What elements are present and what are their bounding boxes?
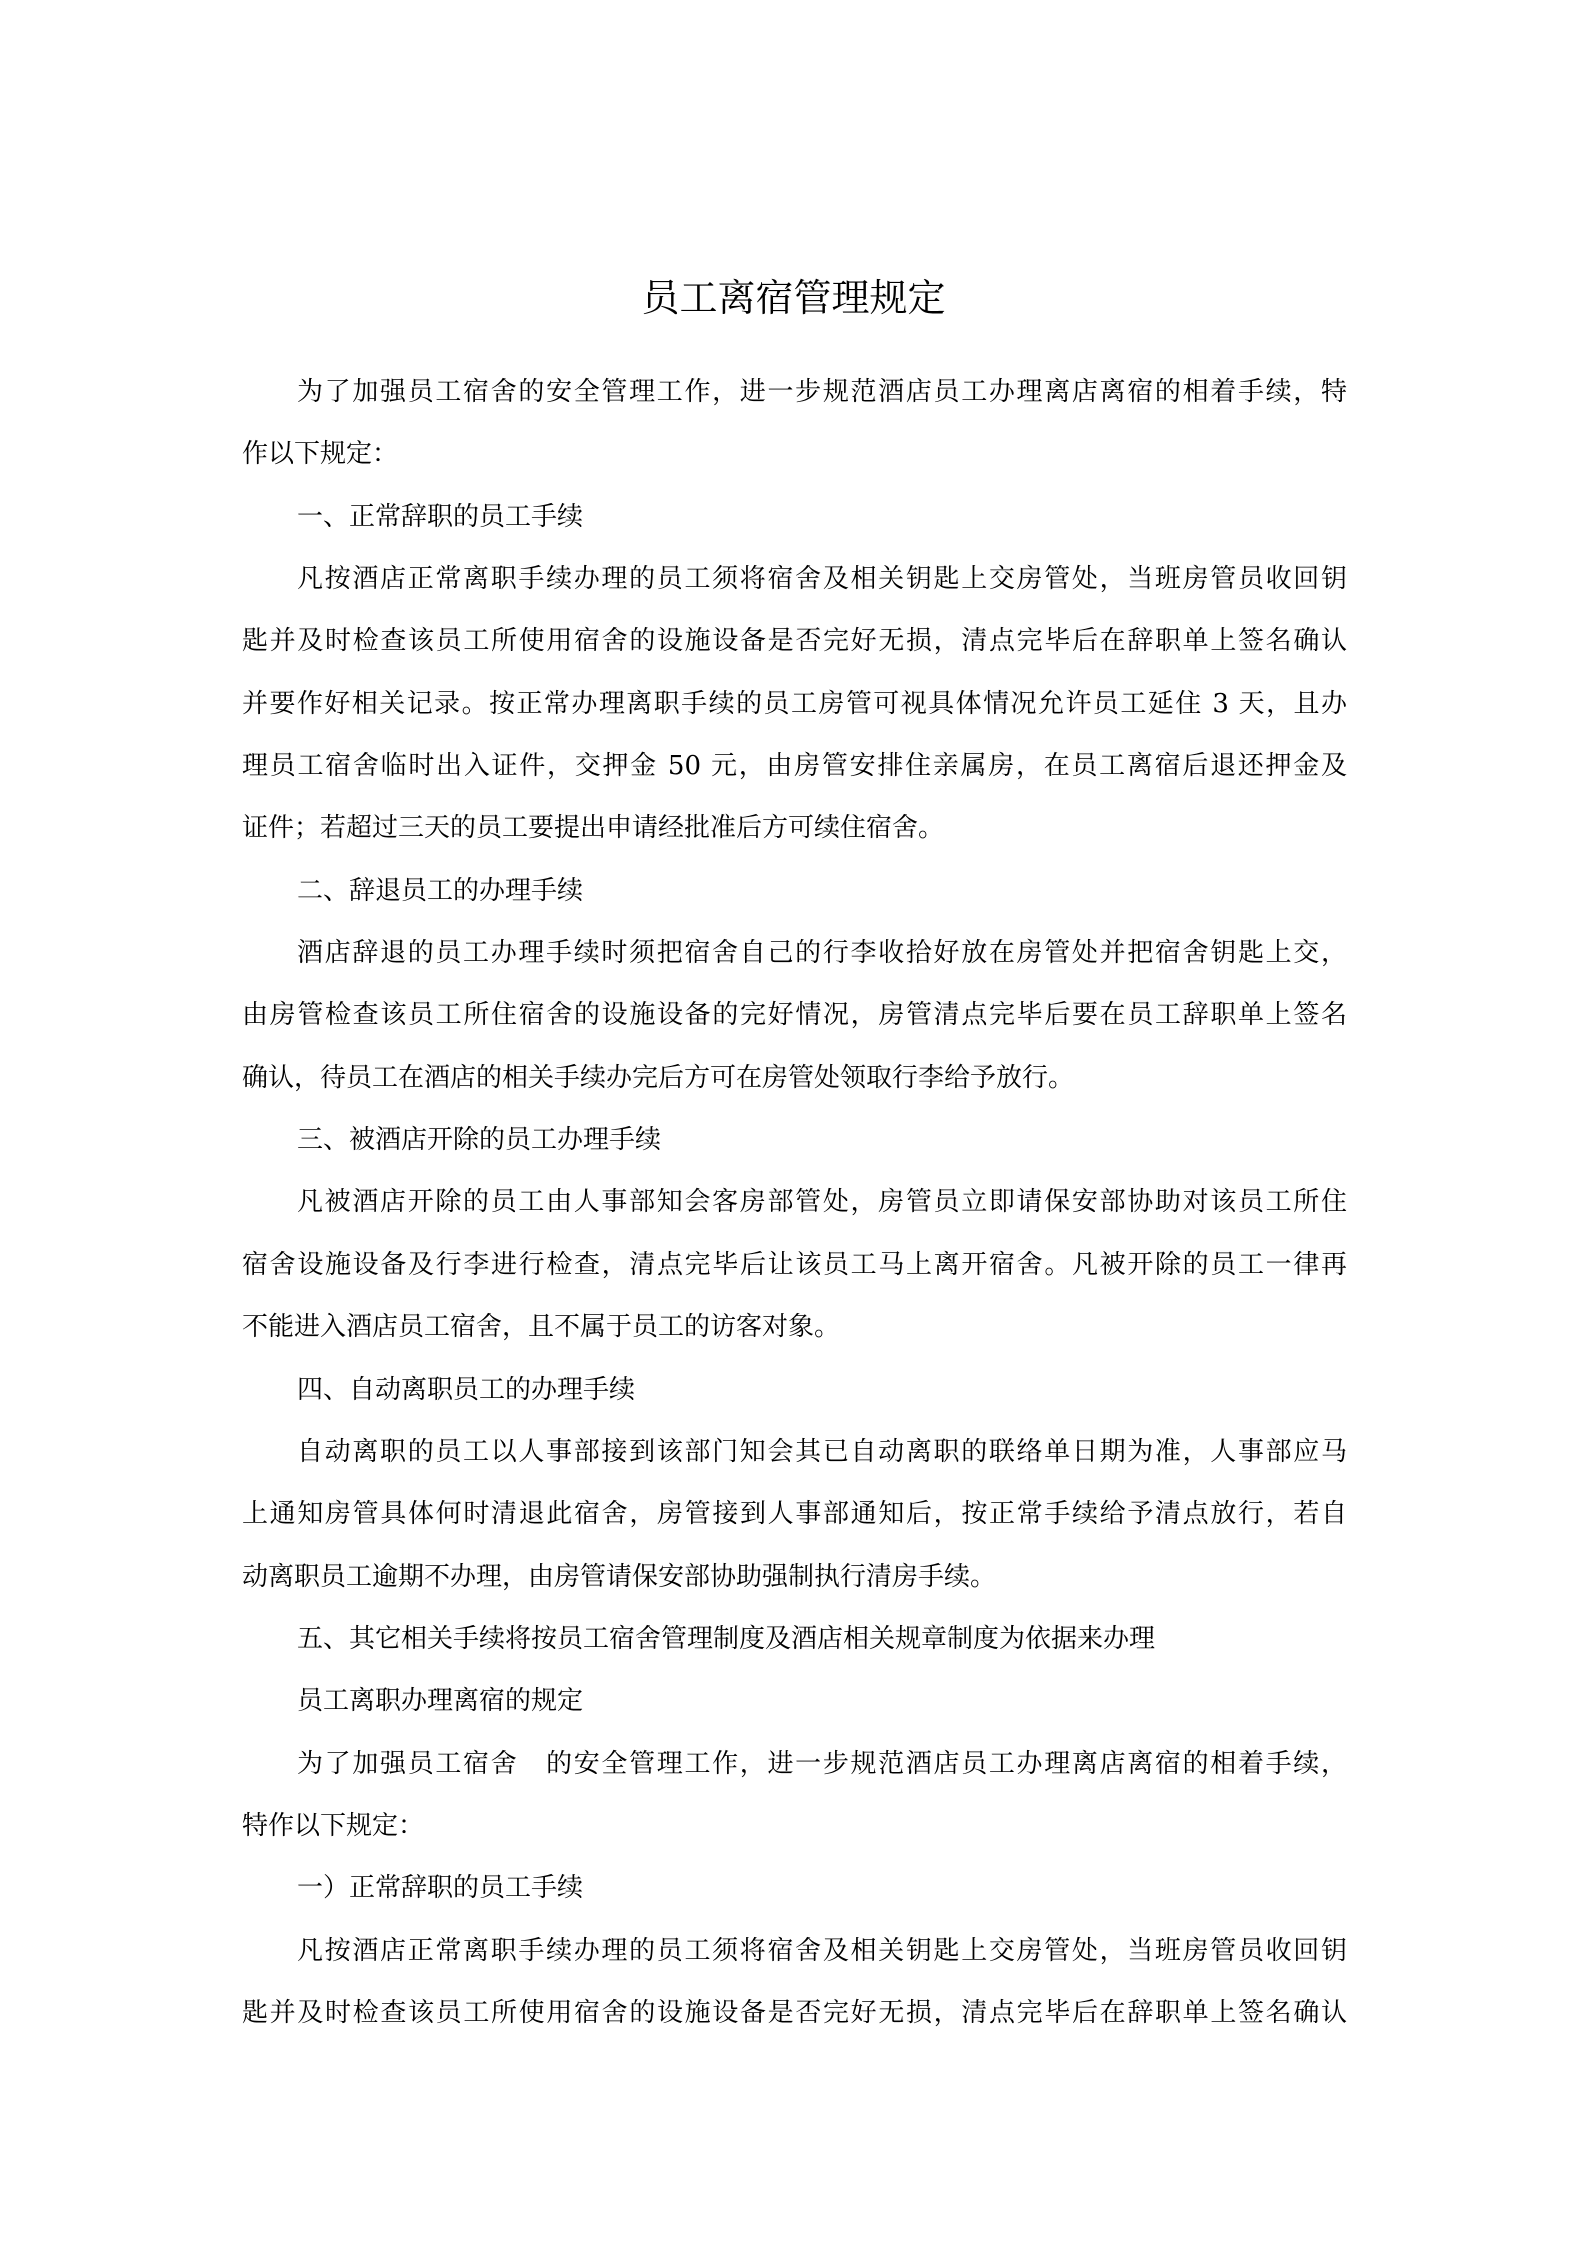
section-heading: 五、其它相关手续将按员工宿舍管理制度及酒店相关规章制度为依据来办理: [297, 1623, 1156, 1654]
document-body: [242, 361, 1347, 2044]
paragraph-line: 酒店辞退的员工办理手续时须把宿舍自己的行李收拾好放在房管处并把宿舍钥匙上交，: [297, 938, 1347, 969]
paragraph-line: 匙并及时检查该员工所使用宿舍的设施设备是否完好无损，清点完毕后在辞职单上签名确认: [242, 626, 1347, 657]
paragraph-line: 确认，待员工在酒店的相关手续办完后方可在房管处领取行李给予放行。: [242, 1062, 1075, 1093]
paragraph-line: 证件；若超过三天的员工要提出申请经批准后方可续住宿舍。: [242, 813, 945, 844]
paragraph-line: 匙并及时检查该员工所使用宿舍的设施设备是否完好无损，清点完毕后在辞职单上签名确认: [242, 1997, 1347, 2028]
document-title: 员工离宿管理规定: [641, 276, 946, 320]
section-heading: 三、被酒店开除的员工办理手续: [297, 1125, 662, 1156]
paragraph-line: 动离职员工逾期不办理，由房管请保安部协助强制执行清房手续。: [242, 1561, 997, 1592]
paragraph-line: 凡按酒店正常离职手续办理的员工须将宿舍及相关钥匙上交房管处，当班房管员收回钥: [297, 1935, 1347, 1966]
section-heading: 一）正常辞职的员工手续: [297, 1873, 584, 1904]
section-heading: 四、自动离职员工的办理手续: [297, 1374, 636, 1405]
paragraph-line: 不能进入酒店员工宿舍，且不属于员工的访客对象。: [242, 1312, 841, 1343]
section-heading: 一、正常辞职的员工手续: [297, 501, 584, 532]
paragraph-line: 并要作好相关记录。按正常办理离职手续的员工房管可视具体情况允许员工延住 3 天，且办: [242, 688, 1347, 719]
paragraph-line: 为了加强员工宿舍 的安全管理工作，进一步规范酒店员工办理离店离宿的相着手续，: [297, 1748, 1347, 1779]
paragraph-line: 为了加强员工宿舍的安全管理工作，进一步规范酒店员工办理离店离宿的相着手续，特: [297, 377, 1347, 407]
paragraph-line: 上通知房管具体何时清退此宿舍，房管接到人事部通知后，按正常手续给予清点放行，若自: [242, 1499, 1347, 1530]
paragraph-line: 由房管检查该员工所住宿舍的设施设备的完好情况，房管清点完毕后要在员工辞职单上签名: [242, 1000, 1347, 1031]
paragraph-line: 自动离职的员工以人事部接到该部门知会其已自动离职的联络单日期为准，人事部应马: [297, 1436, 1347, 1467]
paragraph-line: 理员工宿舍临时出入证件，交押金 50 元，由房管安排住亲属房，在员工离宿后退还押金及: [242, 751, 1347, 782]
paragraph-line: 作以下规定：: [242, 439, 399, 470]
paragraph-line: 凡按酒店正常离职手续办理的员工须将宿舍及相关钥匙上交房管处，当班房管员收回钥: [297, 564, 1347, 595]
section-heading: 二、辞退员工的办理手续: [297, 875, 584, 906]
paragraph-line: 宿舍设施设备及行李进行检查，清点完毕后让该员工马上离开宿舍。凡被开除的员工一律再: [242, 1249, 1347, 1280]
paragraph-line: 凡被酒店开除的员工由人事部知会客房部管处，房管员立即请保安部协助对该员工所住: [297, 1187, 1347, 1218]
paragraph-line: 特作以下规定：: [242, 1810, 425, 1841]
section-heading: 员工离职办理离宿的规定: [297, 1686, 584, 1717]
